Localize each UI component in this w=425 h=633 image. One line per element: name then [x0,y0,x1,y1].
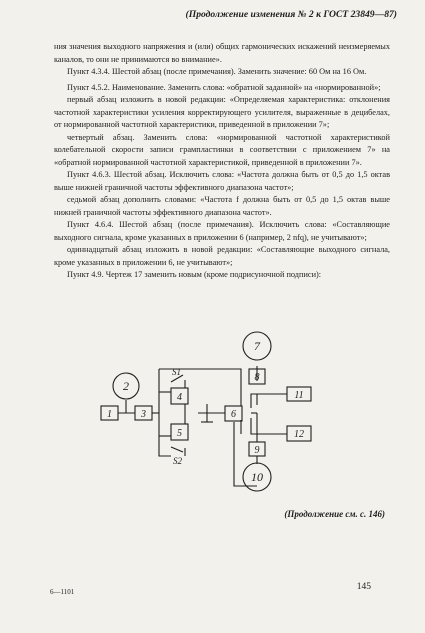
paragraph: седьмой абзац дополнить словами: «Частота f должна быть от 0,5 до 1,5 октав выше нижней граничной частоты эффективного диапазона частот». [54,195,390,217]
block-label: 6 [231,409,236,420]
block-label: 12 [294,429,304,440]
block-label: 3 [141,409,146,420]
paragraph: одиннадцатый абзац изложить в новой редакции: «Составляющие выходного сигнала, кроме указанных в приложении 6, не учитывают»; [54,245,390,267]
wire [159,369,171,456]
print-code: 6—1101 [50,588,75,596]
continuation-note: (Продолжение см. с. 146) [284,509,385,519]
document-body [54,41,390,282]
block-label: 1 [107,409,112,420]
running-header: (Продолжение изменения № 2 к ГОСТ 23849—87) [185,9,397,20]
paragraph: Пункт 4.6.4. Шестой абзац (после примечания). Исключить слова: «Составляющие выходного сигнала, кроме указанных в приложении 6 (например, 2 nfq), не учитывают»; [54,220,390,242]
paragraph: Пункт 4.9. Чертеж 17 заменить новым (кроме подрисуночной подписи): [67,270,322,279]
wire [251,394,287,408]
paragraph: Пункт 4.3.4. Шестой абзац (после примечания). Заменить значение: 60 Ом на 16 Ом. [67,67,367,76]
block-label: 8 [254,372,260,383]
block-label: 9 [254,445,260,456]
block-label: 5 [177,428,182,439]
circuit-diagram [95,326,335,498]
block-label: 11 [294,390,304,401]
switch-label: S2 [173,456,182,466]
page-number: 145 [356,582,371,592]
circle-label: 2 [123,379,129,393]
paragraph: первый абзац изложить в новой редакции: «Определяемая характеристика: отклонения частотной характеристики усиления корректирующего усилителя, выраженные в децибелах, от нормированной частотной характеристики, приведенной в приложении 7»; [54,95,390,129]
paragraph: ния значения выходного напряжения и (или) общих гармонических искажений неизмеряемых каналов, то они не принимаются во внимание». [54,42,390,64]
circle-label: 10 [251,470,263,484]
block-label: 4 [177,392,182,403]
switch-s2 [171,447,183,452]
paragraph: Пункт 4.6.3. Шестой абзац. Исключить слова: «Частота должна быть от 0,5 до 1,5 октав выше нижней граничной частоты эффективного диапазона частот»; [54,170,390,192]
wire [251,418,287,434]
paragraph: Пункт 4.5.2. Наименование. Заменить слова: «обратной заданной» на «нормированной»; [67,82,381,92]
switch-label: S1 [172,367,181,377]
circle-label: 7 [254,339,260,353]
paragraph: четвертый абзац. Заменить слова: «нормированной частотной характеристикой колебательной скорости записи грампластинки в соответствии с приложением 7» на «обратной нормированной частотной характеристикой, приведенной в приложении 7». [54,132,390,167]
